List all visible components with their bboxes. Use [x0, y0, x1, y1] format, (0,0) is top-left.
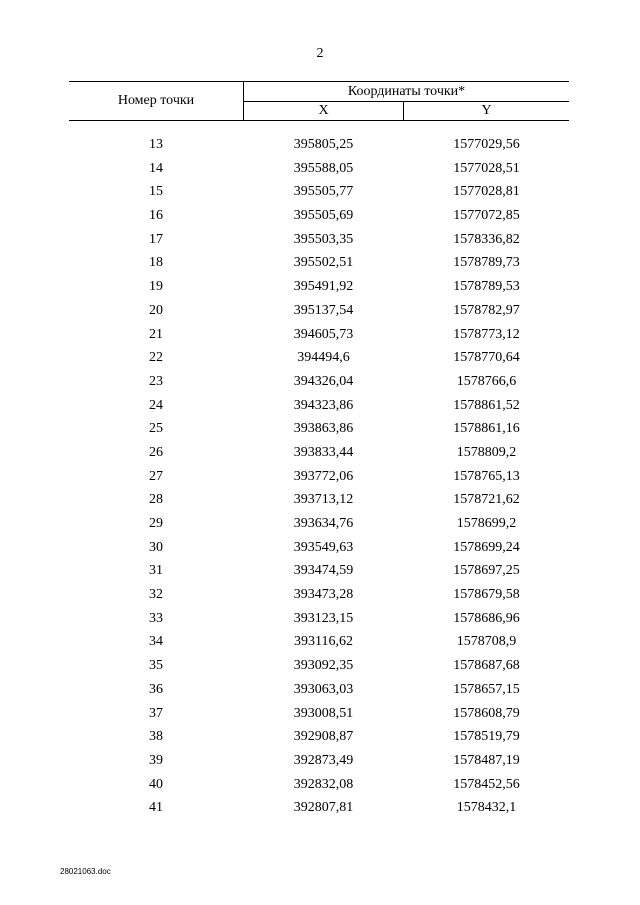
table-row — [69, 443, 569, 467]
table-row — [69, 775, 569, 799]
y-coordinate-cell: 1578679,58 — [453, 587, 520, 603]
point-number-cell: 34 — [149, 634, 163, 650]
point-number-cell: 18 — [149, 255, 163, 271]
table-row — [69, 727, 569, 751]
x-coordinate-cell: 395805,25 — [293, 137, 354, 152]
table-row — [69, 325, 569, 349]
point-number-cell: 24 — [149, 397, 163, 413]
y-coordinate-cell: 1578699,2 — [456, 516, 517, 531]
x-coordinate-cell: 393634,76 — [293, 516, 354, 531]
y-coordinate-cell: 1578708,9 — [456, 634, 517, 650]
table-header — [69, 81, 569, 121]
point-number-cell: 30 — [149, 539, 163, 555]
table-row — [69, 396, 569, 420]
point-number-cell: 23 — [149, 373, 163, 389]
y-coordinate-cell: 1578432,1 — [456, 800, 517, 816]
x-coordinate-cell: 393772,06 — [293, 468, 354, 484]
x-coordinate-cell: 393123,15 — [293, 610, 354, 626]
point-number-cell: 39 — [149, 752, 163, 768]
point-number-cell: 31 — [149, 563, 163, 579]
table-row — [69, 253, 569, 277]
header-coordinates: Координаты точки* — [244, 82, 569, 102]
table-row — [69, 135, 569, 159]
x-coordinate-cell: 393474,59 — [293, 563, 354, 579]
point-number-cell: 13 — [149, 137, 163, 152]
table-row — [69, 798, 569, 822]
y-coordinate-cell: 1578861,16 — [453, 421, 520, 437]
table-row — [69, 230, 569, 254]
point-number-cell: 33 — [149, 610, 163, 626]
point-number-cell: 32 — [149, 587, 163, 603]
point-number-cell: 36 — [149, 681, 163, 697]
y-coordinate-cell: 1578721,62 — [453, 492, 520, 508]
y-coordinate-cell: 1577072,85 — [453, 208, 520, 224]
y-coordinate-cell: 1578765,13 — [453, 468, 520, 484]
x-coordinate-cell: 393473,28 — [293, 587, 354, 603]
header-y: Y — [481, 103, 492, 118]
x-coordinate-cell: 395502,51 — [293, 255, 354, 271]
point-number-cell: 25 — [149, 421, 163, 437]
y-coordinate-cell: 1578336,82 — [453, 231, 520, 247]
x-coordinate-cell: 393863,86 — [293, 421, 354, 437]
point-number-cell: 15 — [149, 184, 163, 200]
x-coordinate-cell: 393092,35 — [293, 658, 354, 674]
table-row — [69, 206, 569, 230]
page-number: 2 — [316, 46, 324, 61]
point-number-cell: 28 — [149, 492, 163, 508]
point-number-cell: 41 — [149, 800, 163, 816]
point-number-cell: 40 — [149, 776, 163, 792]
point-number-cell: 35 — [149, 658, 163, 674]
y-coordinate-cell: 1578861,52 — [453, 397, 520, 413]
x-coordinate-cell: 395505,77 — [293, 184, 354, 200]
y-coordinate-cell: 1577028,51 — [453, 160, 520, 176]
y-coordinate-cell: 1578487,19 — [453, 752, 520, 768]
x-coordinate-cell: 395491,92 — [293, 279, 354, 295]
header-x: X — [244, 102, 404, 120]
x-coordinate-cell: 394605,73 — [293, 326, 354, 342]
point-number-cell: 19 — [149, 279, 163, 295]
x-coordinate-cell: 395505,69 — [293, 208, 354, 224]
table-row — [69, 159, 569, 183]
table-row — [69, 182, 569, 206]
x-coordinate-cell: 393063,03 — [293, 681, 354, 697]
table-row — [69, 561, 569, 585]
table-row — [69, 490, 569, 514]
table-row — [69, 680, 569, 704]
table-body — [69, 135, 569, 822]
point-number-cell: 21 — [149, 326, 163, 342]
y-coordinate-cell: 1578519,79 — [453, 729, 520, 745]
table-row — [69, 514, 569, 538]
x-coordinate-cell: 395503,35 — [293, 231, 354, 247]
x-coordinate-cell: 394323,86 — [293, 397, 354, 413]
point-number-cell: 29 — [149, 516, 163, 531]
y-coordinate-cell: 1577029,56 — [453, 137, 520, 152]
table-row — [69, 704, 569, 728]
point-number-cell: 22 — [149, 350, 163, 366]
point-number-cell: 26 — [149, 444, 163, 460]
y-coordinate-cell: 1578789,53 — [453, 279, 520, 295]
y-coordinate-cell: 1578770,64 — [453, 350, 520, 366]
y-coordinate-cell: 1578686,96 — [453, 610, 520, 626]
table-row — [69, 419, 569, 443]
table-row — [69, 656, 569, 680]
x-coordinate-cell: 395588,05 — [293, 160, 354, 176]
table-row — [69, 277, 569, 301]
header-point-number: Номер точки — [69, 82, 244, 120]
table-row — [69, 348, 569, 372]
x-coordinate-cell: 393713,12 — [293, 492, 354, 508]
x-coordinate-cell: 394494,6 — [297, 350, 350, 366]
x-coordinate-cell: 395137,54 — [293, 302, 354, 318]
point-number-cell: 14 — [149, 160, 163, 176]
table-row — [69, 301, 569, 325]
x-coordinate-cell: 392807,81 — [293, 800, 354, 816]
x-coordinate-cell: 392873,49 — [293, 752, 354, 768]
y-coordinate-cell: 1577028,81 — [453, 184, 520, 200]
x-coordinate-cell: 392832,08 — [293, 776, 354, 792]
table-row — [69, 632, 569, 656]
x-coordinate-cell: 393008,51 — [293, 705, 354, 721]
y-coordinate-cell: 1578657,15 — [453, 681, 520, 697]
y-coordinate-cell: 1578809,2 — [456, 444, 517, 460]
table-row — [69, 751, 569, 775]
y-coordinate-cell: 1578789,73 — [453, 255, 520, 271]
y-coordinate-cell: 1578773,12 — [453, 326, 520, 342]
table-row — [69, 372, 569, 396]
y-coordinate-cell: 1578452,56 — [453, 776, 520, 792]
y-coordinate-cell: 1578699,24 — [453, 539, 520, 555]
x-coordinate-cell: 393833,44 — [293, 444, 354, 460]
table-row — [69, 585, 569, 609]
y-coordinate-cell: 1578766,6 — [456, 373, 517, 389]
x-coordinate-cell: 392908,87 — [293, 729, 354, 745]
x-coordinate-cell: 393549,63 — [293, 539, 354, 555]
y-coordinate-cell: 1578697,25 — [453, 563, 520, 579]
point-number-cell: 17 — [149, 231, 163, 247]
point-number-cell: 16 — [149, 208, 163, 224]
table-row — [69, 538, 569, 562]
x-coordinate-cell: 393116,62 — [294, 634, 353, 650]
point-number-cell: 20 — [149, 302, 163, 318]
point-number-cell: 37 — [149, 705, 163, 721]
y-coordinate-cell: 1578782,97 — [453, 302, 520, 318]
x-coordinate-cell: 394326,04 — [293, 373, 354, 389]
y-coordinate-cell: 1578687,68 — [453, 658, 520, 674]
point-number-cell: 27 — [149, 468, 163, 484]
point-number-cell: 38 — [149, 729, 163, 745]
footer-filename: 28021063.doc — [60, 867, 111, 876]
y-coordinate-cell: 1578608,79 — [453, 705, 520, 721]
table-row — [69, 609, 569, 633]
table-row — [69, 467, 569, 491]
